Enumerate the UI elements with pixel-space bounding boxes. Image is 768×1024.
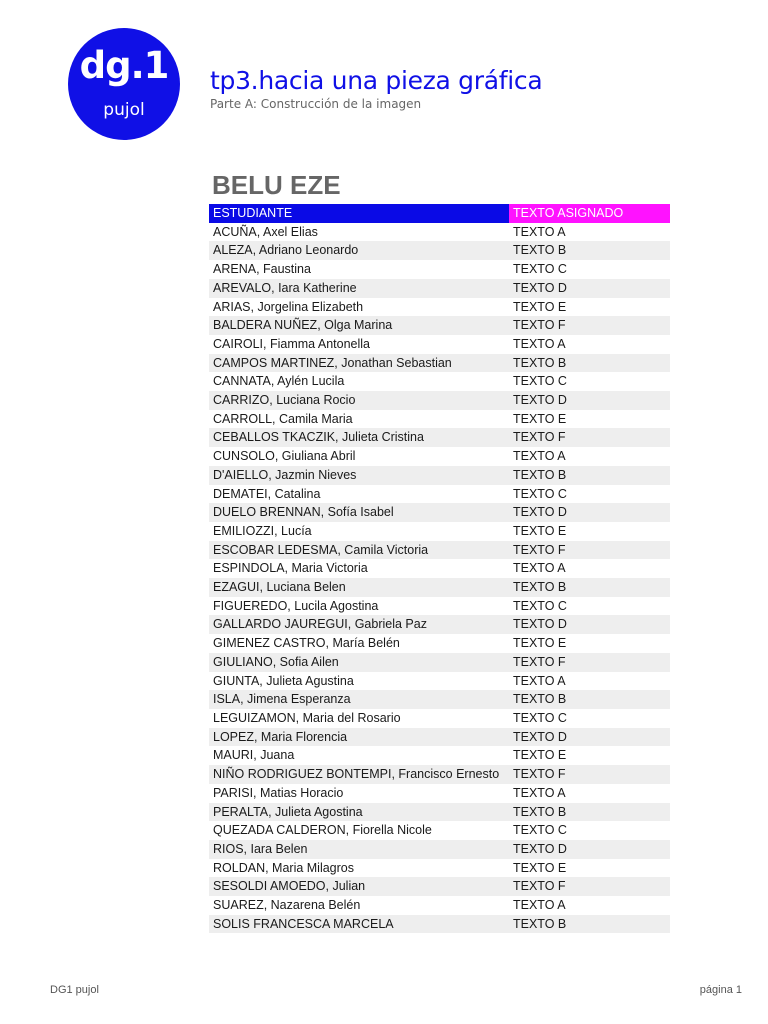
student-name-cell: PERALTA, Julieta Agostina bbox=[209, 803, 509, 822]
logo-title: dg.1 bbox=[79, 44, 169, 87]
student-name-cell: GIMENEZ CASTRO, María Belén bbox=[213, 636, 400, 651]
student-name-cell: GIULIANO, Sofia Ailen bbox=[209, 653, 509, 672]
student-name-cell: ISLA, Jimena Esperanza bbox=[209, 690, 509, 709]
student-name-cell: PARISI, Matias Horacio bbox=[213, 785, 344, 800]
assigned-text-cell: TEXTO B bbox=[509, 466, 670, 485]
student-name-cell: GALLARDO JAUREGUI, Gabriela Paz bbox=[209, 615, 509, 634]
assigned-text-cell: TEXTO B bbox=[509, 690, 670, 709]
student-name-cell: LEGUIZAMON, Maria del Rosario bbox=[213, 710, 401, 725]
assigned-text-cell: TEXTO C bbox=[513, 262, 567, 277]
table-row bbox=[209, 466, 670, 485]
table-row bbox=[209, 559, 670, 578]
assigned-text-cell: TEXTO F bbox=[509, 541, 670, 560]
assigned-text-cell: TEXTO C bbox=[513, 598, 567, 613]
student-name-cell: MAURI, Juana bbox=[213, 748, 295, 763]
assigned-text-cell: TEXTO C bbox=[513, 486, 567, 501]
table-row bbox=[209, 279, 670, 298]
assigned-text-cell: TEXTO E bbox=[513, 299, 567, 314]
page-number: página 1 bbox=[699, 984, 742, 996]
table-row bbox=[209, 485, 670, 504]
logo-subtitle: pujol bbox=[103, 100, 145, 120]
table-row bbox=[209, 709, 670, 728]
student-name-cell: RIOS, Iara Belen bbox=[209, 840, 509, 859]
student-name-cell: ACUÑA, Axel Elias bbox=[213, 224, 318, 239]
table-row bbox=[209, 578, 670, 597]
table-row bbox=[209, 372, 670, 391]
table-row bbox=[209, 690, 670, 709]
assigned-text-cell: TEXTO D bbox=[509, 391, 670, 410]
assigned-text-cell: TEXTO E bbox=[513, 636, 567, 651]
student-name-cell: BALDERA NUÑEZ, Olga Marina bbox=[209, 316, 509, 335]
group-name: BELU EZE bbox=[212, 170, 341, 200]
student-name-cell: CARRIZO, Luciana Rocio bbox=[209, 391, 509, 410]
table-row bbox=[209, 391, 670, 410]
student-name-cell: LOPEZ, Maria Florencia bbox=[209, 728, 509, 747]
assigned-text-cell: TEXTO A bbox=[513, 673, 566, 688]
student-name-cell: EZAGUI, Luciana Belen bbox=[209, 578, 509, 597]
table-row bbox=[209, 316, 670, 335]
table-row bbox=[209, 728, 670, 747]
table-row bbox=[209, 410, 670, 429]
assigned-text-cell: TEXTO D bbox=[509, 279, 670, 298]
assigned-text-cell: TEXTO D bbox=[509, 615, 670, 634]
table-row bbox=[209, 746, 670, 765]
assigned-text-cell: TEXTO D bbox=[509, 840, 670, 859]
column-header-text: TEXTO ASIGNADO bbox=[509, 204, 670, 223]
column-header-student: ESTUDIANTE bbox=[209, 204, 509, 223]
assigned-text-cell: TEXTO B bbox=[509, 354, 670, 373]
table-row bbox=[209, 597, 670, 616]
assigned-text-cell: TEXTO F bbox=[509, 877, 670, 896]
student-name-cell: DEMATEI, Catalina bbox=[213, 486, 321, 501]
student-name-cell: ROLDAN, Maria Milagros bbox=[213, 860, 355, 875]
table-row bbox=[209, 615, 670, 634]
student-name-cell: SOLIS FRANCESCA MARCELA bbox=[209, 915, 509, 934]
student-name-cell: ESPINDOLA, Maria Victoria bbox=[213, 561, 368, 576]
assigned-text-cell: TEXTO C bbox=[513, 374, 567, 389]
table-row bbox=[209, 503, 670, 522]
student-name-cell: NIÑO RODRIGUEZ BONTEMPI, Francisco Ernesto bbox=[209, 765, 509, 784]
table-row bbox=[209, 896, 670, 915]
assignment-title: tp3.hacia una pieza gráfica bbox=[210, 66, 543, 95]
table-row bbox=[209, 260, 670, 279]
assigned-text-cell: TEXTO A bbox=[513, 224, 566, 239]
table-row bbox=[209, 223, 670, 242]
student-table bbox=[209, 204, 670, 933]
table-row bbox=[209, 653, 670, 672]
assigned-text-cell: TEXTO C bbox=[513, 823, 567, 838]
assigned-text-cell: TEXTO B bbox=[509, 915, 670, 934]
table-row bbox=[209, 447, 670, 466]
assigned-text-cell: TEXTO A bbox=[513, 561, 566, 576]
table-row bbox=[209, 522, 670, 541]
table-row bbox=[209, 859, 670, 878]
student-name-cell: QUEZADA CALDERON, Fiorella Nicole bbox=[213, 823, 432, 838]
student-name-cell: CEBALLOS TKACZIK, Julieta Cristina bbox=[209, 428, 509, 447]
table-header-row bbox=[209, 204, 670, 223]
student-name-cell: SUAREZ, Nazarena Belén bbox=[213, 898, 361, 913]
table-row bbox=[209, 541, 670, 560]
table-row bbox=[209, 840, 670, 859]
student-name-cell: CUNSOLO, Giuliana Abril bbox=[213, 449, 356, 464]
student-name-cell: ESCOBAR LEDESMA, Camila Victoria bbox=[209, 541, 509, 560]
course-logo bbox=[68, 28, 180, 140]
student-name-cell: CANNATA, Aylén Lucila bbox=[213, 374, 345, 389]
student-name-cell: CARROLL, Camila Maria bbox=[213, 411, 353, 426]
table-row bbox=[209, 915, 670, 934]
table-row bbox=[209, 821, 670, 840]
assigned-text-cell: TEXTO F bbox=[509, 316, 670, 335]
student-name-cell: AREVALO, Iara Katherine bbox=[209, 279, 509, 298]
student-name-cell: ALEZA, Adriano Leonardo bbox=[209, 241, 509, 260]
table-row bbox=[209, 335, 670, 354]
assigned-text-cell: TEXTO D bbox=[509, 503, 670, 522]
table-row bbox=[209, 765, 670, 784]
footer-course: DG1 pujol bbox=[50, 984, 99, 996]
assigned-text-cell: TEXTO F bbox=[509, 653, 670, 672]
assigned-text-cell: TEXTO A bbox=[513, 449, 566, 464]
table-body bbox=[209, 223, 670, 934]
student-name-cell: EMILIOZZI, Lucía bbox=[213, 523, 312, 538]
table-row bbox=[209, 354, 670, 373]
assignment-subtitle: Parte A: Construcción de la imagen bbox=[210, 97, 422, 111]
table-row bbox=[209, 634, 670, 653]
student-name-cell: GIUNTA, Julieta Agustina bbox=[213, 673, 354, 688]
assigned-text-cell: TEXTO B bbox=[509, 803, 670, 822]
table-row bbox=[209, 428, 670, 447]
student-name-cell: ARIAS, Jorgelina Elizabeth bbox=[213, 299, 364, 314]
student-name-cell: CAMPOS MARTINEZ, Jonathan Sebastian bbox=[209, 354, 509, 373]
student-name-cell: CAIROLI, Fiamma Antonella bbox=[213, 336, 371, 351]
table-row bbox=[209, 298, 670, 317]
student-name-cell: SESOLDI AMOEDO, Julian bbox=[209, 877, 509, 896]
student-name-cell: DUELO BRENNAN, Sofía Isabel bbox=[209, 503, 509, 522]
assigned-text-cell: TEXTO A bbox=[513, 336, 566, 351]
student-name-cell: D'AIELLO, Jazmin Nieves bbox=[209, 466, 509, 485]
assigned-text-cell: TEXTO A bbox=[513, 898, 566, 913]
assigned-text-cell: TEXTO B bbox=[509, 578, 670, 597]
table-row bbox=[209, 877, 670, 896]
table-row bbox=[209, 803, 670, 822]
assigned-text-cell: TEXTO E bbox=[513, 523, 567, 538]
assigned-text-cell: TEXTO F bbox=[509, 428, 670, 447]
assigned-text-cell: TEXTO F bbox=[509, 765, 670, 784]
assigned-text-cell: TEXTO D bbox=[509, 728, 670, 747]
table-row bbox=[209, 241, 670, 260]
assigned-text-cell: TEXTO A bbox=[513, 785, 566, 800]
student-name-cell: FIGUEREDO, Lucila Agostina bbox=[213, 598, 379, 613]
table-row bbox=[209, 672, 670, 691]
student-name-cell: ARENA, Faustina bbox=[213, 262, 311, 277]
table-row bbox=[209, 784, 670, 803]
assigned-text-cell: TEXTO C bbox=[513, 710, 567, 725]
assigned-text-cell: TEXTO E bbox=[513, 411, 567, 426]
assigned-text-cell: TEXTO E bbox=[513, 748, 567, 763]
assigned-text-cell: TEXTO B bbox=[509, 241, 670, 260]
assigned-text-cell: TEXTO E bbox=[513, 860, 567, 875]
